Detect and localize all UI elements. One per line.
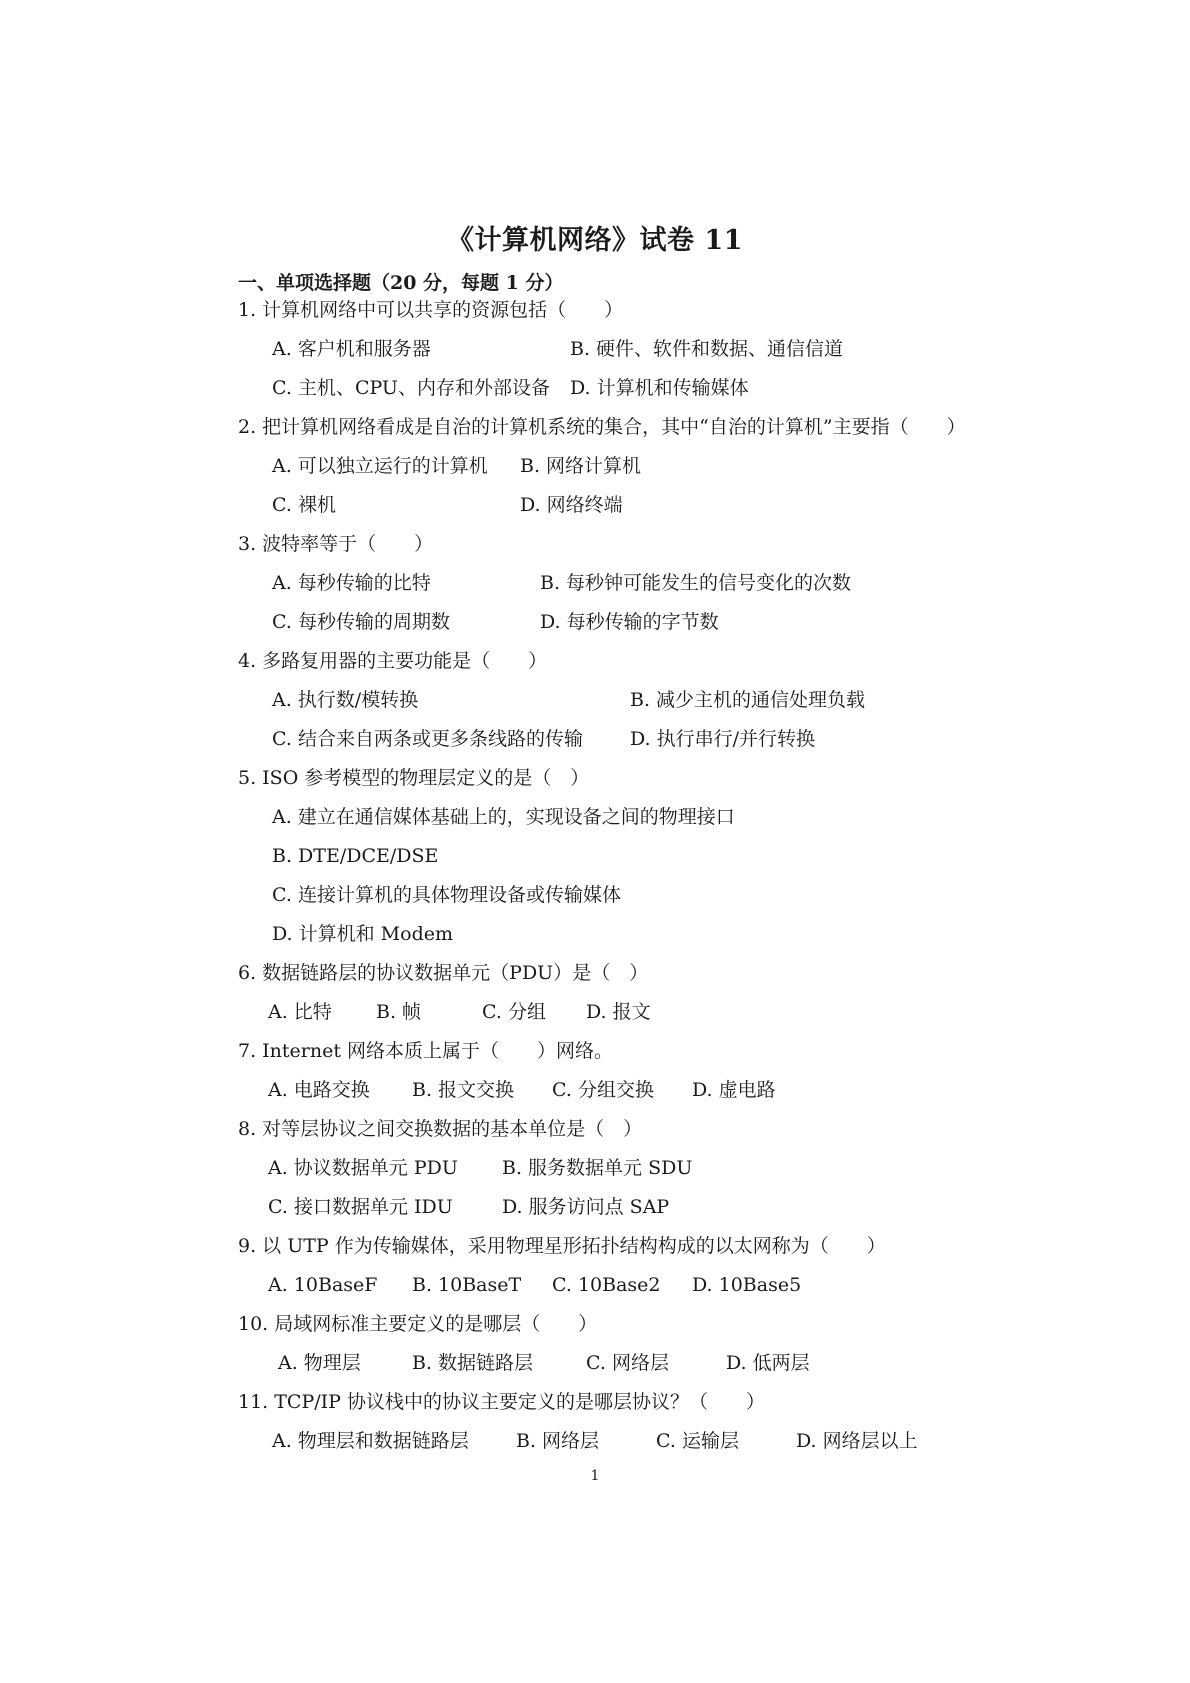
question-4-option-a: A. 执行数/模转换 bbox=[272, 689, 419, 711]
question-11-option-b: B. 网络层 bbox=[516, 1430, 600, 1452]
question-2-option-a: A. 可以独立运行的计算机 bbox=[272, 455, 488, 477]
question-11-option-d: D. 网络层以上 bbox=[796, 1430, 918, 1452]
question-6-option-b: B. 帧 bbox=[376, 1001, 422, 1023]
question-5-stem: 5. ISO 参考模型的物理层定义的是（ ） bbox=[238, 767, 590, 789]
question-3-option-b: B. 每秒钟可能发生的信号变化的次数 bbox=[540, 572, 852, 594]
question-5-option-a: A. 建立在通信媒体基础上的，实现设备之间的物理接口 bbox=[272, 806, 735, 828]
question-9-option-d: D. 10Base5 bbox=[692, 1274, 802, 1296]
question-10-option-b: B. 数据链路层 bbox=[412, 1352, 534, 1374]
question-6-option-c: C. 分组 bbox=[482, 1001, 546, 1023]
question-10-option-d: D. 低两层 bbox=[726, 1352, 810, 1374]
section-heading: 一、单项选择题（20 分，每题 1 分） bbox=[238, 272, 564, 294]
question-6-stem: 6. 数据链路层的协议数据单元（PDU）是（ ） bbox=[238, 962, 649, 984]
question-2-option-d: D. 网络终端 bbox=[520, 494, 623, 516]
question-9-option-a: A. 10BaseF bbox=[268, 1274, 378, 1296]
question-11-option-c: C. 运输层 bbox=[656, 1430, 739, 1452]
question-8-option-b: B. 服务数据单元 SDU bbox=[502, 1157, 693, 1179]
question-11-stem: 11. TCP/IP 协议栈中的协议主要定义的是哪层协议？（ ） bbox=[238, 1391, 765, 1413]
question-8-option-a: A. 协议数据单元 PDU bbox=[268, 1157, 458, 1179]
question-4-option-d: D. 执行串行/并行转换 bbox=[630, 728, 816, 750]
question-9-stem: 9. 以 UTP 作为传输媒体，采用物理星形拓扑结构构成的以太网称为（ ） bbox=[238, 1235, 886, 1257]
question-8-option-c: C. 接口数据单元 IDU bbox=[268, 1196, 453, 1218]
question-3-option-c: C. 每秒传输的周期数 bbox=[272, 611, 450, 633]
question-9-option-c: C. 10Base2 bbox=[552, 1274, 661, 1296]
question-1-option-a: A. 客户机和服务器 bbox=[272, 338, 431, 360]
question-4-option-b: B. 减少主机的通信处理负载 bbox=[630, 689, 866, 711]
question-7-option-a: A. 电路交换 bbox=[268, 1079, 370, 1101]
question-1-stem: 1. 计算机网络中可以共享的资源包括（ ） bbox=[238, 299, 624, 321]
question-3-option-d: D. 每秒传输的字节数 bbox=[540, 611, 719, 633]
question-8-option-d: D. 服务访问点 SAP bbox=[502, 1196, 670, 1218]
question-7-stem: 7. Internet 网络本质上属于（ ）网络。 bbox=[238, 1040, 614, 1062]
question-9-option-b: B. 10BaseT bbox=[412, 1274, 522, 1296]
question-2-option-c: C. 裸机 bbox=[272, 494, 336, 516]
question-7-option-c: C. 分组交换 bbox=[552, 1079, 654, 1101]
question-7-option-d: D. 虚电路 bbox=[692, 1079, 776, 1101]
page-number: 1 bbox=[590, 1468, 600, 1484]
question-2-stem: 2. 把计算机网络看成是自治的计算机系统的集合，其中“自治的计算机”主要指（ ） bbox=[238, 416, 966, 438]
question-10-stem: 10. 局域网标准主要定义的是哪层（ ） bbox=[238, 1313, 598, 1335]
question-10-option-c: C. 网络层 bbox=[586, 1352, 669, 1374]
question-4-stem: 4. 多路复用器的主要功能是（ ） bbox=[238, 650, 548, 672]
question-1-option-c: C. 主机、CPU、内存和外部设备 bbox=[272, 377, 550, 399]
question-6-option-d: D. 报文 bbox=[586, 1001, 651, 1023]
question-11-option-a: A. 物理层和数据链路层 bbox=[272, 1430, 469, 1452]
question-5-option-d: D. 计算机和 Modem bbox=[272, 923, 453, 945]
question-7-option-b: B. 报文交换 bbox=[412, 1079, 515, 1101]
question-5-option-c: C. 连接计算机的具体物理设备或传输媒体 bbox=[272, 884, 621, 906]
question-3-option-a: A. 每秒传输的比特 bbox=[272, 572, 431, 594]
exam-title: 《计算机网络》试卷 11 bbox=[447, 225, 743, 256]
question-6-option-a: A. 比特 bbox=[268, 1001, 332, 1023]
question-2-option-b: B. 网络计算机 bbox=[520, 455, 642, 477]
question-3-stem: 3. 波特率等于（ ） bbox=[238, 533, 434, 555]
question-1-option-b: B. 硬件、软件和数据、通信信道 bbox=[570, 338, 844, 360]
question-1-option-d: D. 计算机和传输媒体 bbox=[570, 377, 749, 399]
question-5-option-b: B. DTE/DCE/DSE bbox=[272, 845, 439, 867]
question-8-stem: 8. 对等层协议之间交换数据的基本单位是（ ） bbox=[238, 1118, 643, 1140]
question-4-option-c: C. 结合来自两条或更多条线路的传输 bbox=[272, 728, 583, 750]
question-10-option-a: A. 物理层 bbox=[278, 1352, 361, 1374]
